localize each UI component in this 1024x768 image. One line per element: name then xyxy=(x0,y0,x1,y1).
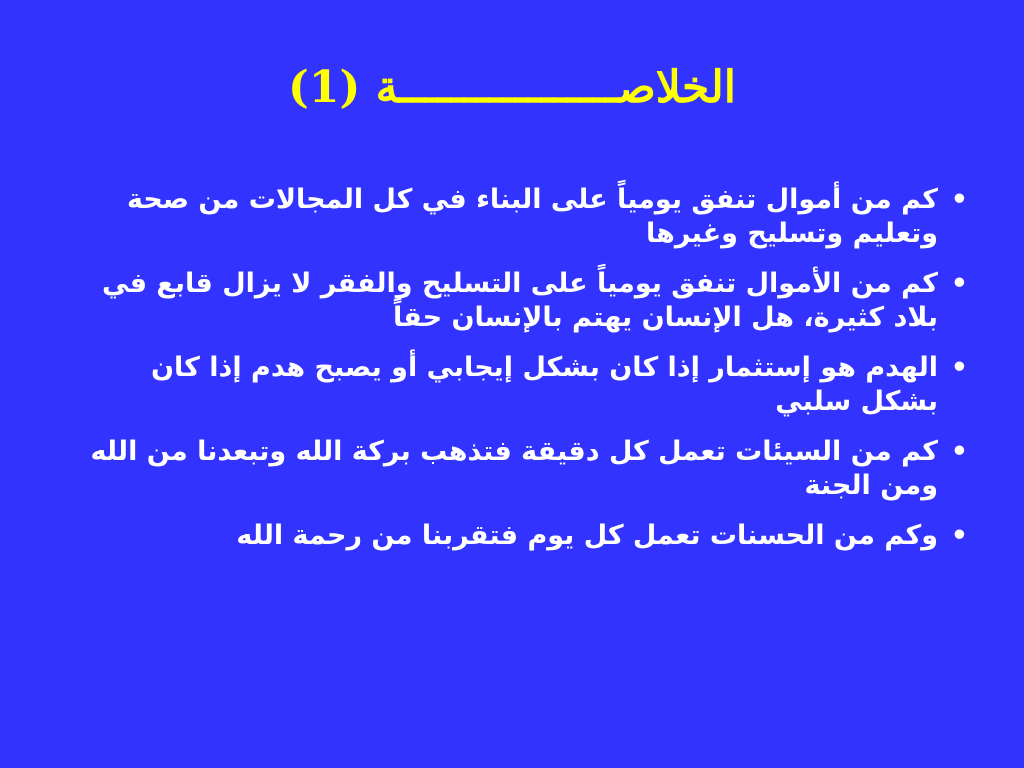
bullet-icon: • xyxy=(950,268,968,299)
bullet-text: كم من السيئات تعمل كل دقيقة فتذهب بركة الله وتبعدنا من الله ومن الجنة xyxy=(90,436,938,501)
bullet-item xyxy=(70,435,968,503)
bullet-text: كم من أموال تنفق يومياً على البناء في كل المجالات من صحة وتعليم وتسليح وغيرها xyxy=(127,184,938,249)
slide-title: الخلاصـــــــــــــــــة (1) xyxy=(288,62,736,113)
bullet-list xyxy=(70,183,968,569)
bullet-icon: • xyxy=(950,184,968,215)
bullet-item xyxy=(70,183,968,251)
bullet-text: الهدم هو إستثمار إذا كان بشكل إيجابي أو يصبح هدم إذا كان بشكل سلبي xyxy=(150,352,938,417)
bullet-text: وكم من الحسنات تعمل كل يوم فتقربنا من رحمة الله xyxy=(236,520,938,551)
bullet-item xyxy=(70,267,968,335)
bullet-item xyxy=(70,351,968,419)
bullet-icon: • xyxy=(950,352,968,383)
bullet-icon: • xyxy=(950,520,968,551)
bullet-text: كم من الأموال تنفق يومياً على التسليح والفقر لا يزال قابع في بلاد كثيرة، هل الإنسان يهتم بالإنسان حقاً xyxy=(102,268,938,333)
bullet-icon: • xyxy=(950,436,968,467)
bullet-item xyxy=(70,519,968,553)
